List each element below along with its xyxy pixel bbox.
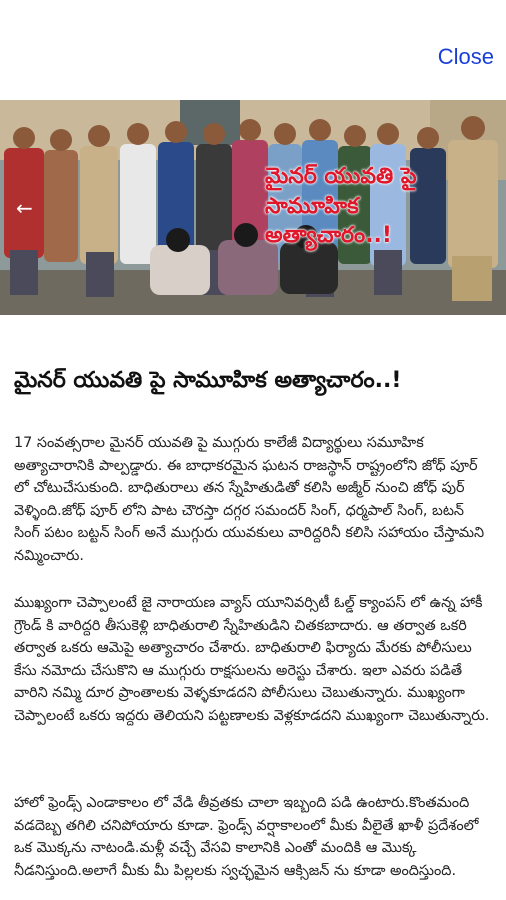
- close-button[interactable]: Close: [437, 44, 494, 69]
- top-bar: [0, 0, 506, 100]
- article-paragraph: 17 సంవత్సరాల మైనర్ యువతి పై ముగ్గురు కాలేజీ విద్యార్థులు సమూహిక అత్యాచారానికి పాల్పడ్డారు. ఈ బాధాకరమైన ఘటన రాజస్థాన్ రాష్ట్రంలోని జోధ్ పూర్ లో చోటుచేసుకుంది. బాధితురాలు తన స్నేహితుడితో కలిసి అజ్మీర్ నుంచి జోధ్ పుర్ వెళ్ళింది.జోధ్ పూర్ లోని పాట చౌరస్తా దగ్గర సమందర్ సింగ్, ధర్మపాల్ సింగ్, బటన్ సింగ్ పటం బట్టన్ సింగ్ అనే ముగ్గురు యువకులు వారిద్దరినీ కలిసి సహాయం చేస్తామని నమ్మించారు.: [14, 435, 485, 564]
- image-overlay-title: మైనర్ యువతి పై సామూహిక అత్యాచారం..!: [265, 164, 417, 249]
- article-paragraph: ముఖ్యంగా చెప్పాలంటే జై నారాయణ వ్యాస్ యూనివర్సిటీ ఓల్డ్ క్యాంపస్ లో ఉన్న హాకీ గ్రౌండ్ కి వారిద్దరి తీసుకెళ్లి బాధితురాలి స్నేహితుడిని చితకబాదారు. ఆ తర్వాత ఒకరి తర్వాత ఒకరు ఆమెపై అత్యాచారం చేశారు. బాధితురాలి ఫిర్యాదు మేరకు పోలీసులు కేసు నమోదు చేసుకొని ఆ ముగ్గురు రాక్షసులను అరెస్టు చేశారు. ఇలా ఎవరు పడితే వారిని నమ్మి దూర ప్రాంతాలకు వెళ్ళకూడదని పోలీసులు చెబుతున్నారు. ముఖ్యంగా చెప్పాలంటే ఒకరు ఇద్దరు తెలియని పట్టణాలకు వెళ్లకూడదని ముఖ్యంగా చెబుతున్నారు.: [14, 595, 490, 724]
- back-arrow-icon[interactable]: ←: [16, 196, 33, 220]
- article-headline: మైనర్ యువతి పై సామూహిక అత్యాచారం..!: [14, 368, 402, 393]
- article-paragraph: హాలో ఫ్రెండ్స్ ఎండాకాలం లో వేడి తీవ్రతకు చాలా ఇబ్బంది పడి ఉంటారు.కొంతమంది వడదెబ్బ తగిలి చనిపోయారు కూడా. ఫ్రెండ్స్ వర్షాకాలంలో మీకు వీలైతే ఖాళీ ప్రదేశంలో ఒక మొక్కను నాటండి.మళ్లీ వచ్చే వేసవి కాలానికి ఎంతో మందికి ఆ మొక్క నీడనిస్తుంది.అలాగే మీకు మీ పిల్లలకు స్వచ్ఛమైన ఆక్సిజన్ ను కూడా అందిస్తుంది.: [14, 795, 479, 879]
